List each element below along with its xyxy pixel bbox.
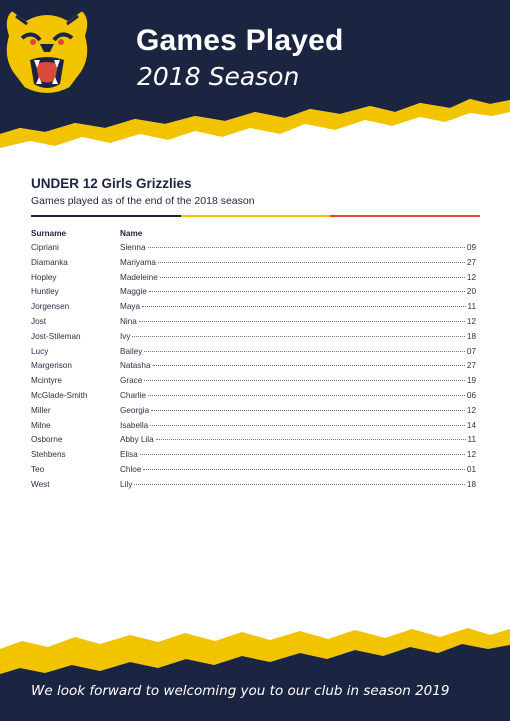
dot-leader <box>139 321 465 322</box>
surname-cell: Stehbens <box>31 450 66 460</box>
surname-cell: Mcintyre <box>31 376 62 386</box>
games-table <box>31 229 476 495</box>
table-row <box>31 287 476 302</box>
games-count: 14 <box>466 420 476 430</box>
games-count: 12 <box>466 450 476 460</box>
surname-cell: Cipriani <box>31 243 59 252</box>
given-name: Mariyama <box>120 257 156 267</box>
surname-cell: Miller <box>31 405 51 415</box>
name-cell <box>120 391 476 400</box>
games-count: 01 <box>466 464 476 474</box>
name-cell <box>120 465 476 474</box>
dot-leader <box>142 306 465 307</box>
surname-cell: Milne <box>31 420 51 430</box>
dot-leader <box>144 351 465 352</box>
name-cell <box>120 450 476 459</box>
dot-leader <box>134 484 465 485</box>
dot-leader <box>151 410 465 411</box>
table-row <box>31 302 476 317</box>
dot-leader <box>148 395 465 396</box>
dot-leader <box>140 454 465 455</box>
divider-navy-segment <box>31 215 181 217</box>
table-row <box>31 258 476 273</box>
given-name: Nina <box>120 316 137 326</box>
table-row <box>31 347 476 362</box>
page-header <box>0 0 510 160</box>
table-row <box>31 421 476 436</box>
games-count: 11 <box>467 435 476 445</box>
name-cell <box>120 361 476 370</box>
page-footer <box>0 611 510 721</box>
footer-message: We look forward to welcoming you to our club in season 2019 <box>31 683 450 699</box>
table-row <box>31 317 476 332</box>
divider-red-segment <box>330 215 480 217</box>
given-name: Natasha <box>120 361 151 371</box>
surname-cell: Jorgensen <box>31 302 70 312</box>
surname-cell: Margerison <box>31 361 72 371</box>
surname-cell: Diamanka <box>31 257 68 267</box>
given-name: Grace <box>120 376 143 386</box>
given-name: Ivy <box>120 331 131 341</box>
games-count: 27 <box>466 361 476 371</box>
grizzly-bear-icon <box>0 0 95 100</box>
games-count: 18 <box>466 331 476 341</box>
table-body <box>31 243 476 495</box>
games-count: 18 <box>466 479 476 489</box>
surname-cell: Osborne <box>31 435 63 445</box>
given-name: Chloe <box>120 464 142 474</box>
table-row <box>31 465 476 480</box>
given-name: Bailey <box>120 346 143 356</box>
given-name: Maya <box>120 302 141 312</box>
dot-leader <box>153 365 465 366</box>
table-row <box>31 450 476 465</box>
surname-cell: McGlade-Smith <box>31 390 88 400</box>
games-count: 09 <box>466 243 476 252</box>
given-name: Lily <box>120 479 133 489</box>
table-row <box>31 391 476 406</box>
games-count: 11 <box>467 302 476 312</box>
name-cell <box>120 332 476 341</box>
name-cell <box>120 347 476 356</box>
given-name: Elisa <box>120 450 138 460</box>
surname-cell: Huntley <box>31 287 59 297</box>
surname-cell: Lucy <box>31 346 49 356</box>
given-name: Isabella <box>120 420 149 430</box>
name-cell <box>120 258 476 267</box>
table-row <box>31 243 476 258</box>
team-description: Games played as of the end of the 2018 season <box>31 195 255 207</box>
games-count: 27 <box>466 257 476 267</box>
surname-header: Surname <box>31 229 67 238</box>
dot-leader <box>144 380 465 381</box>
name-cell <box>120 406 476 415</box>
footer-banner <box>0 611 510 721</box>
dot-leader <box>149 291 465 292</box>
dot-leader <box>156 439 466 440</box>
given-name: Georgia <box>120 405 150 415</box>
dot-leader <box>143 469 464 470</box>
team-heading: UNDER 12 Girls Grizzlies <box>31 176 192 191</box>
dot-leader <box>148 247 465 248</box>
name-cell <box>120 273 476 282</box>
dot-leader <box>160 277 465 278</box>
table-row <box>31 273 476 288</box>
season-subtitle: 2018 Season <box>137 62 300 91</box>
table-row <box>31 435 476 450</box>
given-name: Madeleine <box>120 272 158 282</box>
table-row <box>31 480 476 495</box>
games-count: 07 <box>466 346 476 356</box>
games-count: 06 <box>466 390 476 400</box>
name-cell <box>120 302 476 311</box>
divider-yellow-segment <box>181 215 331 217</box>
games-count: 12 <box>466 405 476 415</box>
given-name: Charlie <box>120 390 146 400</box>
name-cell <box>120 376 476 385</box>
table-header <box>31 229 476 239</box>
name-cell <box>120 421 476 430</box>
name-cell <box>120 317 476 326</box>
table-row <box>31 406 476 421</box>
games-count: 12 <box>466 316 476 326</box>
name-cell <box>120 243 476 252</box>
name-cell <box>120 480 476 489</box>
page-title: Games Played <box>136 24 344 57</box>
surname-cell: West <box>31 479 50 489</box>
given-name: Sienna <box>120 243 146 252</box>
table-row <box>31 376 476 391</box>
dot-leader <box>132 336 464 337</box>
given-name: Abby Lila <box>120 435 154 445</box>
dot-leader <box>158 262 465 263</box>
name-header: Name <box>120 229 143 238</box>
surname-cell: Teo <box>31 464 45 474</box>
table-row <box>31 361 476 376</box>
name-cell <box>120 435 476 444</box>
name-cell <box>120 287 476 296</box>
games-count: 12 <box>466 272 476 282</box>
table-row <box>31 332 476 347</box>
surname-cell: Hopley <box>31 272 57 282</box>
given-name: Maggie <box>120 287 147 297</box>
surname-cell: Jost-Stileman <box>31 331 81 341</box>
games-count: 20 <box>466 287 476 297</box>
games-count: 19 <box>466 376 476 386</box>
surname-cell: Jost <box>31 316 47 326</box>
dot-leader <box>150 425 465 426</box>
section-divider <box>31 215 480 217</box>
